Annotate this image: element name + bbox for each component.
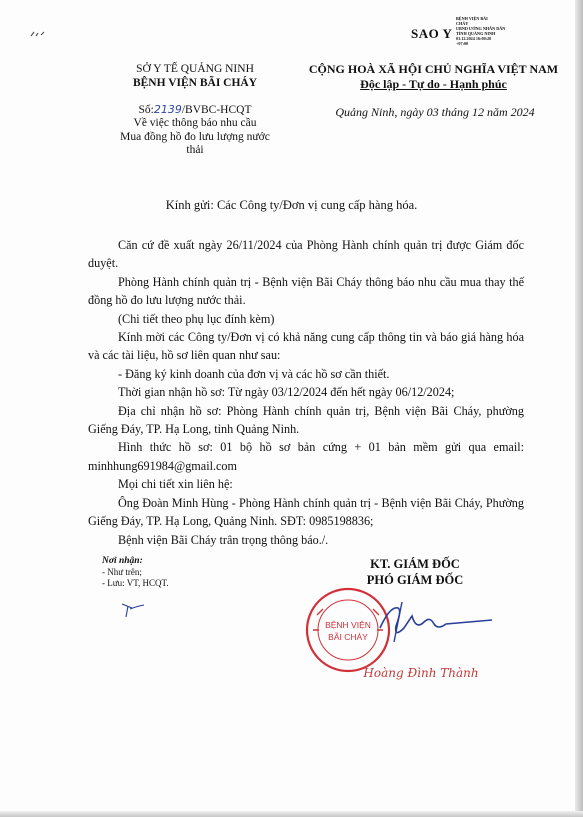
body-paragraph: Thời gian nhận hồ sơ: Từ ngày 03/12/2024 đến hết ngày 06/12/2024; xyxy=(118,385,455,400)
scan-mark-icon xyxy=(30,30,46,38)
document-body xyxy=(88,236,524,549)
body-paragraph: Địa chỉ nhận hồ sơ: Phòng Hành chính quản trị, Bệnh viện Bãi Cháy, phường Giếng Đáy, TP. Hạ Long, tỉnh Quảng Ninh. xyxy=(88,403,524,437)
svg-text:BÃI CHÁY: BÃI CHÁY xyxy=(328,632,368,642)
body-paragraph: Phòng Hành chính quản trị - Bệnh viện Bãi Cháy thông báo nhu cầu mua thay thế đồng hồ đo lưu lượng nước thải. xyxy=(88,274,524,308)
organization-name: BỆNH VIỆN BÃI CHÁY xyxy=(132,77,258,89)
document-number xyxy=(90,103,300,117)
signature-title: KT. GIÁM ĐỐC xyxy=(370,557,460,571)
national-header xyxy=(286,62,581,92)
subject-line: Mua đồng hồ đo lưu lượng nước xyxy=(120,130,270,143)
handwritten-signature-icon xyxy=(372,598,502,648)
stamp-line: UBND ƯỚNG NHÂN DÂN xyxy=(456,26,506,31)
recipients-block xyxy=(102,556,169,589)
copy-mark: SAO Y xyxy=(411,26,453,41)
stamp-line: CHÁY xyxy=(456,21,469,26)
document-number-prefix: Số: xyxy=(138,104,154,116)
document-subject xyxy=(88,117,302,158)
stamp-line: TỈNH QUẢNG NINH xyxy=(456,31,496,36)
recipient-item: - Lưu: VT, HCQT. xyxy=(102,578,169,588)
svg-text:BỆNH VIỆN: BỆNH VIỆN xyxy=(325,620,371,630)
country-name: CỘNG HOÀ XÃ HỘI CHỦ NGHĨA VIỆT NAM xyxy=(308,62,559,76)
document-number-suffix: /BVBC-HCQT xyxy=(181,104,252,116)
greeting-line: Kính gửi: Các Công ty/Đơn vị cung cấp hàng hóa. xyxy=(165,198,418,212)
document-date: Quảng Ninh, ngày 03 tháng 12 năm 2024 xyxy=(335,105,535,119)
digital-copy-stamp xyxy=(456,16,512,46)
body-paragraph: Mọi chi tiết xin liên hệ: xyxy=(118,477,233,492)
signer-name: Hoàng Đình Thành xyxy=(363,666,479,680)
signature-position: PHÓ GIÁM ĐỐC xyxy=(366,573,464,587)
subject-line: Về việc thông báo nhu cầu xyxy=(133,117,257,129)
page-edge-right xyxy=(575,0,583,817)
body-paragraph: Kính mời các Công ty/Đơn vị có khả năng cung cấp thông tin và báo giá hàng hóa và các tài liệu, hồ sơ liên quan như sau: xyxy=(88,330,524,363)
body-paragraph: Ông Đoàn Minh Hùng - Phòng Hành chính quản trị - Bệnh viện Bãi Cháy, Phường Giếng Đáy, TP. Hạ Long, Quảng Ninh. SĐT: 0985198836; xyxy=(88,495,524,529)
document-number-handwritten: 2139 xyxy=(153,103,182,116)
initial-mark-icon xyxy=(118,600,158,620)
stamp-line: 03.12.2024 16:00:20 xyxy=(456,36,492,41)
body-paragraph: Hình thức hồ sơ: 01 bộ hồ sơ bản cứng + 01 bản mềm gửi qua email: minhhung691984@gmail.com xyxy=(88,440,524,473)
recipient-item: - Như trên; xyxy=(102,567,142,577)
subject-line: thải xyxy=(186,144,204,156)
stamp-line: +07:00 xyxy=(456,41,469,46)
issuer-header xyxy=(90,62,300,90)
page-edge-bottom xyxy=(0,811,583,817)
signature-heading xyxy=(340,556,490,588)
parent-organization: SỞ Y TẾ QUẢNG NINH xyxy=(136,63,254,75)
national-motto: Độc lập - Tự do - Hạnh phúc xyxy=(360,77,507,91)
stamp-line: BỆNH VIỆN BÃI xyxy=(456,16,488,21)
body-paragraph: Căn cứ đề xuất ngày 26/11/2024 của Phòng Hành chính quản trị được Giám đốc duyệt. xyxy=(88,238,524,271)
body-paragraph: Bệnh viện Bãi Cháy trân trọng thông báo./. xyxy=(118,532,329,547)
body-paragraph: (Chi tiết theo phụ lục đính kèm) xyxy=(118,311,275,326)
body-paragraph: - Đăng ký kinh doanh của đơn vị và các hồ sơ cần thiết. xyxy=(118,366,390,381)
recipients-title: Nơi nhận: xyxy=(102,556,143,566)
